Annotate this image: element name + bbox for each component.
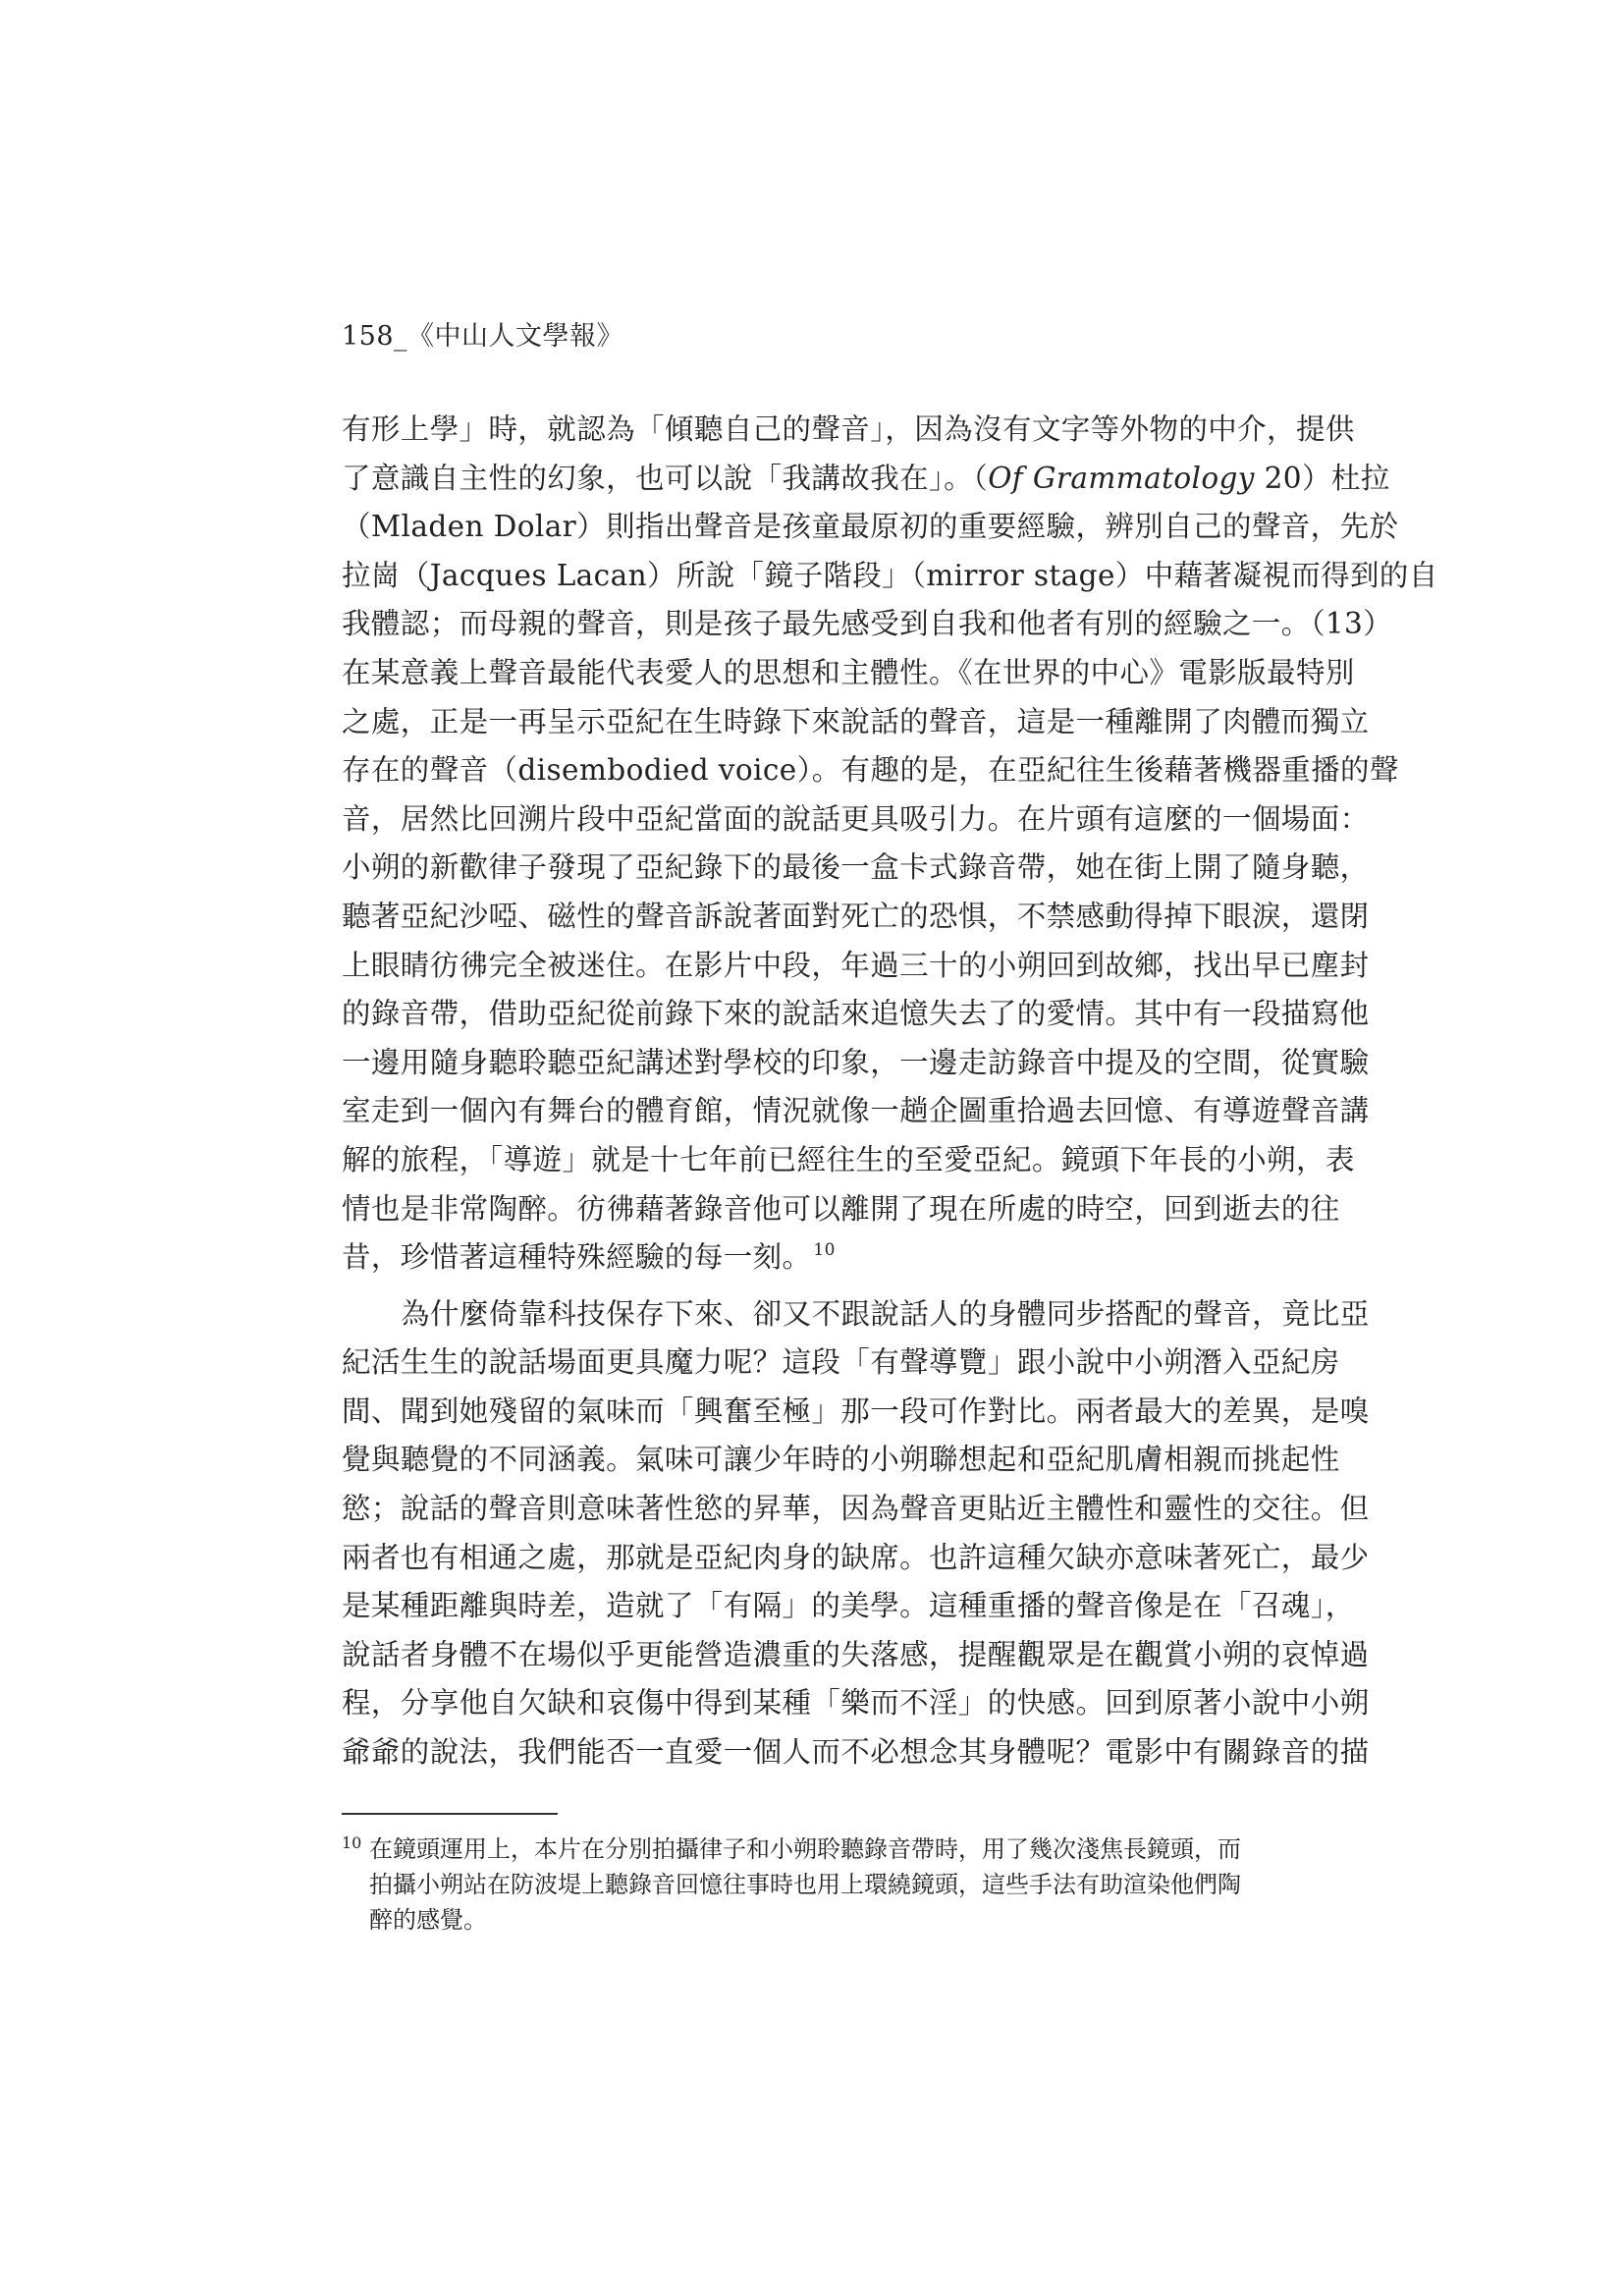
text-segment: 為什麼倚靠科技保存下來、卻又不跟說話人的身體同步搭配的聲音，竟比亞: [401, 1296, 1370, 1331]
text-line: 爺爺的說法，我們能否一直愛一個人而不必想念其身體呢？電影中有關錄音的描: [342, 1735, 1370, 1770]
text-line: （Mladen Dolar）則指出聲音是孩童最原初的重要經驗，辨別自己的聲音，先於: [342, 510, 1399, 544]
text-line: 音，居然比回溯片段中亞紀當面的說話更具吸引力。在片頭有這麼的一個場面：: [342, 801, 1370, 836]
text-line: 覺與聽覺的不同涵義。氣味可讓少年時的小朔聯想起和亞紀肌膚相親而挑起性: [342, 1443, 1340, 1477]
text-line: 小朔的新歡律子發現了亞紀錄下的最後一盒卡式錄音帶，她在街上開了隨身聽，: [342, 850, 1370, 885]
main-text: [342, 406, 1438, 1777]
text-segment: 20）杜拉: [1254, 461, 1390, 495]
text-line: 說話者身體不在場似乎更能營造濃重的失落感，提醒觀眾是在觀賞小朔的哀悼過: [342, 1637, 1370, 1671]
text-line: 上眼睛彷彿完全被迷住。在影片中段，年過三十的小朔回到故鄉，找出早已塵封: [342, 948, 1370, 982]
text-line: [342, 1290, 1370, 1339]
text-line: 解的旅程，「導遊」就是十七年前已經往生的至愛亞紀。鏡頭下年長的小朔，表: [342, 1142, 1355, 1176]
text-line: 聽著亞紀沙啞、磁性的聲音訴說著面對死亡的恐惧，不禁感動得掉下眼淚，還閉: [342, 899, 1370, 933]
footnote: [342, 1831, 1292, 1938]
text-segment: 昔，珍惜著這種特殊經驗的每一刻。: [342, 1240, 812, 1275]
text-line: 拉崗（Jacques Lacan）所說「鏡子階段」（mirror stage）中藉著凝視而得到的自: [342, 558, 1438, 592]
footnote-line: 醉的感覺。: [369, 1906, 487, 1934]
text-line: 存在的聲音（disembodied voice）。有趣的是，在亞紀往生後藉著機器重播的聲: [342, 753, 1399, 788]
text-line: 的錄音帶，借助亞紀從前錄下來的說話來追憶失去了的愛情。其中有一段描寫他: [342, 997, 1370, 1031]
footnote-text: [369, 1831, 1292, 1938]
text-line: [342, 1233, 1292, 1283]
text-line: 紀活生生的說話場面更具魔力呢？這段「有聲導覽」跟小說中小朔潛入亞紀房: [342, 1345, 1340, 1380]
footnote-line: 拍攝小朔站在防波堤上聽錄音回憶往事時也用上環繞鏡頭，這些手法有助渲染他們陶: [369, 1871, 1241, 1898]
page-number: 158: [342, 321, 395, 352]
footnote-divider: [342, 1813, 558, 1815]
text-line: 間、聞到她殘留的氣味而「興奮至極」那一段可作對比。兩者最大的差異，是嗅: [342, 1394, 1370, 1428]
paragraph-1: [342, 406, 1438, 1283]
footnote-line: 在鏡頭運用上，本片在分別拍攝律子和小朔聆聽錄音帶時，用了幾次淺焦長鏡頭，而: [369, 1835, 1241, 1863]
footnote-number: 10: [342, 1833, 362, 1852]
text-line: 慾；說話的聲音則意味著性慾的昇華，因為聲音更貼近主體性和靈性的交往。但: [342, 1492, 1370, 1526]
text-line: 我體認；而母親的聲音，則是孩子最先感受到自我和他者有別的經驗之一。（13）: [342, 607, 1393, 641]
text-line: 一邊用隨身聽聆聽亞紀講述對學校的印象，一邊走訪錄音中提及的空間，從實驗: [342, 1045, 1370, 1079]
text-segment: 了意識自主性的幻象，也可以說「我講故我在」。（: [342, 461, 989, 495]
text-line: 之處，正是一再呈示亞紀在生時錄下來說話的聲音，這是一種離開了肉體而獨立: [342, 704, 1370, 738]
text-line: 兩者也有相通之處，那就是亞紀肉身的缺席。也許這種欠缺亦意味著死亡，最少: [342, 1540, 1370, 1574]
text-line: 有形上學」時，就認為「傾聽自己的聲音」，因為沒有文字等外物的中介，提供: [342, 412, 1355, 446]
journal-title: _《中山人文學報》: [394, 321, 624, 352]
paragraph-2: [342, 1290, 1370, 1777]
running-header: [342, 319, 623, 355]
book-title: Of Grammatology: [988, 461, 1255, 495]
text-line: [342, 455, 1390, 504]
text-line: 是某種距離與時差，造就了「有隔」的美學。這種重播的聲音像是在「召魂」，: [342, 1589, 1355, 1623]
text-line: 在某意義上聲音最能代表愛人的思想和主體性。《在世界的中心》電影版最特別: [342, 655, 1355, 689]
footnote-reference[interactable]: 10: [813, 1240, 836, 1261]
text-line: 程，分享他自欠缺和哀傷中得到某種「樂而不淫」的快感。回到原著小說中小朔: [342, 1686, 1370, 1721]
text-line: 室走到一個內有舞台的體育館，情況就像一趟企圖重拾過去回憶、有導遊聲音講: [342, 1094, 1370, 1128]
text-line: 情也是非常陶醉。彷彿藉著錄音他可以離開了現在所處的時空，回到逝去的往: [342, 1191, 1340, 1226]
